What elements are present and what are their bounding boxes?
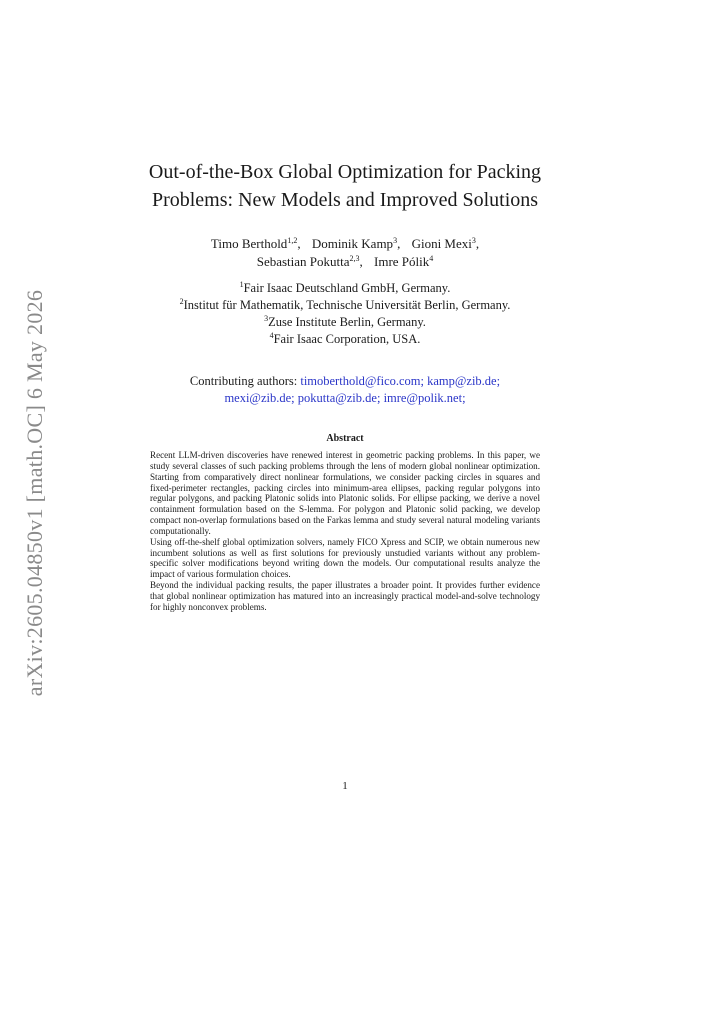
affiliation: $^1$Fair Isaac Deutschland GmbH, Germany. bbox=[239, 280, 451, 295]
abstract-paragraph: Recent LLM-driven discoveries have renewed interest in geometric packing problems. In this paper, we study several classes of such packing problems through the lens of modern global nonlinear optimization. Starting from comparatively direct nonlinear formulations, we consider packing circles in squares and fixed-perimeter rectangles, packing circles into minimum-area ellipses, packing regular polygons into regular polygons, and packing Platonic solids into Platonic solids. For ellipse packing, we derive a novel containment formulation based on the S-lemma. For polygon and Platonic solid packing, we develop compact non-overlap formulations based on the Farkas lemma and study several natural modeling variants computationally. bbox=[150, 450, 540, 536]
author-list bbox=[120, 235, 570, 271]
email-link[interactable]: imre@polik.net; bbox=[383, 391, 466, 405]
abstract-heading: Abstract bbox=[326, 433, 364, 444]
author-name: Timo Berthold$^{1,2}$, bbox=[210, 236, 301, 251]
page-number: 1 bbox=[342, 780, 348, 792]
affiliation: $^3$Zuse Institute Berlin, Germany. bbox=[264, 314, 426, 329]
email-link[interactable]: mexi@zib.de; bbox=[224, 391, 295, 405]
abstract-paragraph: Using off-the-shelf global optimization solvers, namely FICO Xpress and SCIP, we obtain numerous new incumbent solutions as well as first solutions for previously unstudied variants without any problem-specific solver modifications beyond writing down the models. Our computational results analyze the impact of various formulation choices. bbox=[150, 536, 540, 580]
email-link[interactable]: kamp@zib.de; bbox=[427, 374, 501, 388]
contributing-label: Contributing authors: bbox=[189, 374, 298, 388]
email-link[interactable]: pokutta@zib.de; bbox=[297, 391, 381, 405]
paper-title bbox=[120, 158, 570, 214]
title-line-2: Problems: New Models and Improved Solutions bbox=[151, 189, 539, 211]
affiliation-list bbox=[120, 280, 570, 348]
contributing-authors bbox=[140, 373, 550, 407]
author-name: Sebastian Pokutta$^{2,3}$, bbox=[256, 254, 363, 269]
abstract-body bbox=[150, 450, 540, 613]
author-name: Gioni Mexi$^3$, bbox=[411, 236, 480, 251]
title-line-1: Out-of-the-Box Global Optimization for Packing bbox=[148, 161, 542, 183]
arxiv-identifier: arXiv:2605.04850v1 [math.OC] 6 May 2026 bbox=[22, 289, 47, 697]
author-name: Imre Pólik$^4$ bbox=[374, 254, 434, 269]
affiliation: $^2$Institut für Mathematik, Technische Universität Berlin, Germany. bbox=[179, 297, 511, 312]
author-name: Dominik Kamp$^3$, bbox=[311, 236, 401, 251]
affiliation: $^4$Fair Isaac Corporation, USA. bbox=[269, 331, 421, 346]
email-link[interactable]: timoberthold@fico.com; bbox=[300, 374, 424, 388]
abstract-paragraph: Beyond the individual packing results, the paper illustrates a broader point. It provides further evidence that global nonlinear optimization has matured into an increasingly practical model-and-solve technology for highly nonconvex problems. bbox=[150, 580, 540, 612]
